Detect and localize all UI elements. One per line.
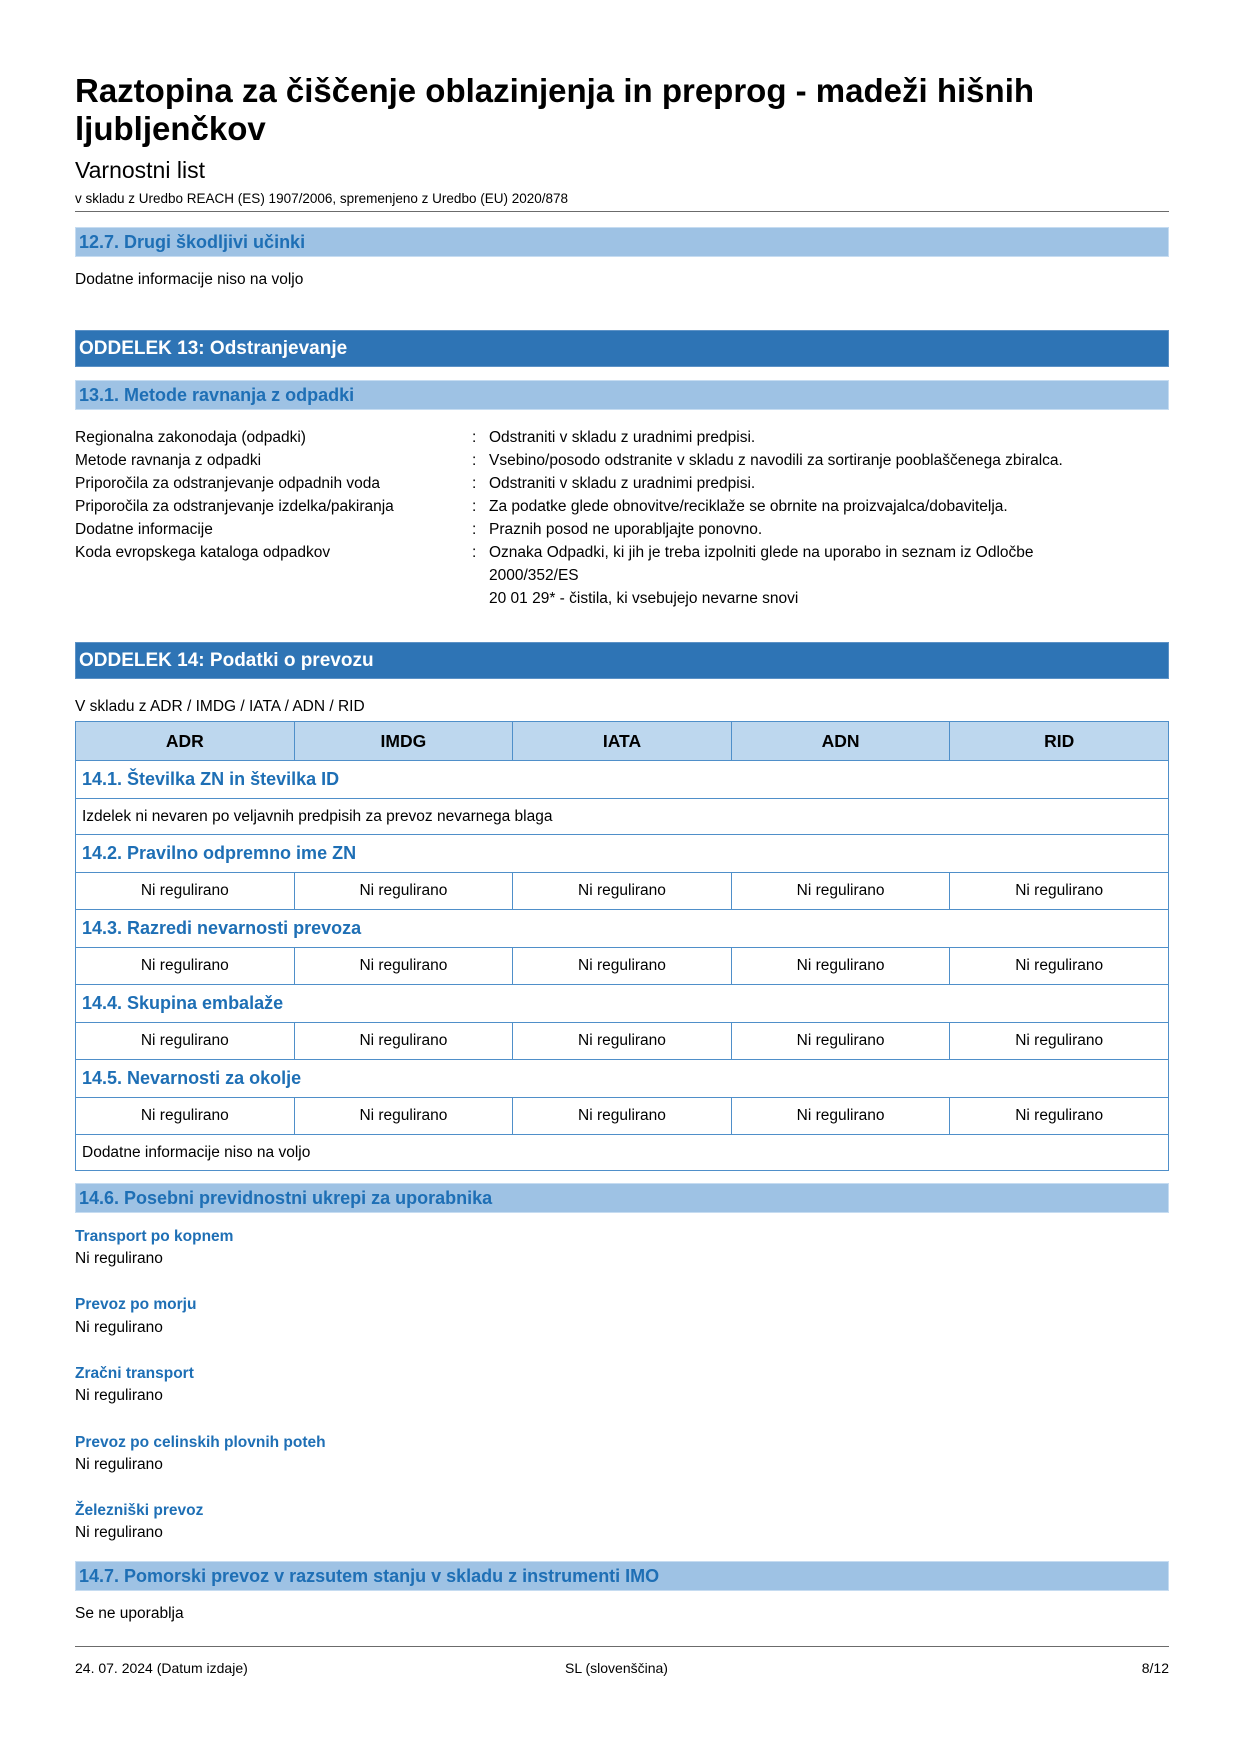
kv-row [75, 518, 1169, 541]
transport-table [75, 721, 1169, 1171]
document-language: SL (slovenščina) [565, 1660, 668, 1676]
inland-waterway-value: Ni regulirano [75, 1456, 163, 1473]
table-cell: Ni regulirano [513, 1098, 732, 1135]
subheading-14-3: 14.3. Razredi nevarnosti prevoza [76, 910, 1169, 948]
air-transport-value: Ni regulirano [75, 1387, 163, 1404]
kv-colon: : [472, 521, 477, 538]
column-header-imdg: IMDG [294, 722, 513, 761]
land-transport-value: Ni regulirano [75, 1250, 163, 1267]
sea-transport-label: Prevoz po morju [75, 1296, 197, 1313]
table-cell: Ni regulirano [731, 948, 950, 985]
table-cell: Ni regulirano [731, 1098, 950, 1135]
section-14-6-heading: 14.6. Posebni previdnostni ukrepi za uporabnika [75, 1183, 1169, 1213]
subheading-14-5: 14.5. Nevarnosti za okolje [76, 1060, 1169, 1098]
column-header-iata: IATA [513, 722, 732, 761]
waste-treatment-list [75, 426, 1169, 610]
kv-value-line: 20 01 29* - čistila, ki vsebujejo nevarne snovi [489, 590, 799, 607]
kv-key: Dodatne informacije [75, 521, 213, 538]
table-cell: Ni regulirano [294, 1023, 513, 1060]
section-13-1-heading: 13.1. Metode ravnanja z odpadki [75, 380, 1169, 410]
section-13-heading: ODDELEK 13: Odstranjevanje [75, 330, 1169, 367]
table-cell: Ni regulirano [513, 1023, 732, 1060]
table-subheading-row [76, 985, 1169, 1023]
regulation-note: v skladu z Uredbo REACH (ES) 1907/2006, spremenjeno z Uredbo (EU) 2020/878 [75, 191, 569, 206]
section-12-7-text: Dodatne informacije niso na voljo [75, 271, 304, 288]
section-14-heading: ODDELEK 14: Podatki o prevozu [75, 642, 1169, 679]
table-row [76, 799, 1169, 835]
table-cell: Ni regulirano [76, 1023, 295, 1060]
kv-value: Za podatke glede obnovitve/reciklaže se obrnite na proizvajalca/dobavitelja. [489, 498, 1008, 515]
kv-key: Koda evropskega kataloga odpadkov [75, 544, 331, 561]
transport-intro: V skladu z ADR / IMDG / IATA / ADN / RID [75, 698, 365, 715]
kv-row [75, 449, 1169, 472]
table-cell: Ni regulirano [950, 1098, 1169, 1135]
kv-value: Vsebino/posodo odstranite v skladu z navodili za sortiranje pooblaščenega zbiralca. [489, 452, 1063, 469]
table-cell: Ni regulirano [294, 948, 513, 985]
table-cell: Ni regulirano [294, 873, 513, 910]
table-cell: Ni regulirano [513, 948, 732, 985]
table-subheading-row [76, 835, 1169, 873]
table-cell: Ni regulirano [76, 873, 295, 910]
kv-key: Metode ravnanja z odpadki [75, 452, 262, 469]
section-14-7-heading: 14.7. Pomorski prevoz v razsutem stanju v skladu z instrumenti IMO [75, 1561, 1169, 1591]
table-footer-text: Dodatne informacije niso na voljo [76, 1135, 1169, 1171]
table-row [76, 1098, 1169, 1135]
table-row [76, 948, 1169, 985]
kv-value-line: 2000/352/ES [489, 567, 579, 584]
air-transport-label: Zračni transport [75, 1365, 194, 1382]
kv-key: Priporočila za odstranjevanje izdelka/pakiranja [75, 498, 394, 515]
column-header-adr: ADR [76, 722, 295, 761]
rail-transport-value: Ni regulirano [75, 1524, 163, 1541]
kv-key: Regionalna zakonodaja (odpadki) [75, 429, 306, 446]
kv-row [75, 426, 1169, 449]
kv-colon: : [472, 475, 477, 492]
kv-value [489, 541, 1169, 610]
table-row [76, 1023, 1169, 1060]
rail-transport-label: Železniški prevoz [75, 1502, 204, 1519]
table-cell: Ni regulirano [950, 948, 1169, 985]
document-title: Raztopina za čiščenje oblazinjenja in preprog - madeži hišnih ljubljenčkov [75, 72, 1035, 147]
sea-transport-value: Ni regulirano [75, 1319, 163, 1336]
kv-key: Priporočila za odstranjevanje odpadnih voda [75, 475, 381, 492]
kv-value-line: Oznaka Odpadki, ki jih je treba izpolniti glede na uporabo in seznam iz Odločbe [489, 544, 1034, 561]
subheading-14-1: 14.1. Številka ZN in številka ID [76, 761, 1169, 799]
table-cell: Ni regulirano [731, 1023, 950, 1060]
column-header-rid: RID [950, 722, 1169, 761]
table-subheading-row [76, 910, 1169, 948]
table-cell: Ni regulirano [950, 1023, 1169, 1060]
subheading-14-2: 14.2. Pravilno odpremno ime ZN [76, 835, 1169, 873]
document-subtitle: Varnostni list [75, 157, 205, 183]
table-cell: Ni regulirano [294, 1098, 513, 1135]
subheading-14-4: 14.4. Skupina embalaže [76, 985, 1169, 1023]
kv-colon: : [472, 429, 477, 446]
table-cell: Ni regulirano [76, 948, 295, 985]
kv-row [75, 495, 1169, 518]
kv-value: Odstraniti v skladu z uradnimi predpisi. [489, 429, 756, 446]
table-cell: Ni regulirano [76, 1098, 295, 1135]
kv-colon: : [472, 544, 477, 561]
kv-value: Praznih posod ne uporabljajte ponovno. [489, 521, 763, 538]
table-row [76, 1135, 1169, 1171]
kv-colon: : [472, 452, 477, 469]
table-subheading-row [76, 761, 1169, 799]
issue-date: 24. 07. 2024 (Datum izdaje) [75, 1660, 248, 1676]
footer-divider [75, 1646, 1169, 1647]
inland-waterway-label: Prevoz po celinskih plovnih poteh [75, 1434, 326, 1451]
kv-colon: : [472, 498, 477, 515]
s14-1-text: Izdelek ni nevaren po veljavnih predpisih za prevoz nevarnega blaga [76, 799, 1169, 835]
kv-value: Odstraniti v skladu z uradnimi predpisi. [489, 475, 756, 492]
table-subheading-row [76, 1060, 1169, 1098]
page-number: 8/12 [1141, 1660, 1169, 1676]
table-header-row [76, 722, 1169, 761]
kv-row [75, 541, 1169, 610]
table-cell: Ni regulirano [950, 873, 1169, 910]
table-cell: Ni regulirano [513, 873, 732, 910]
land-transport-label: Transport po kopnem [75, 1228, 234, 1245]
column-header-adn: ADN [731, 722, 950, 761]
table-row [76, 873, 1169, 910]
table-cell: Ni regulirano [731, 873, 950, 910]
kv-row [75, 472, 1169, 495]
header-divider [75, 211, 1169, 212]
section-12-7-heading: 12.7. Drugi škodljivi učinki [75, 227, 1169, 257]
section-14-7-text: Se ne uporablja [75, 1605, 184, 1622]
